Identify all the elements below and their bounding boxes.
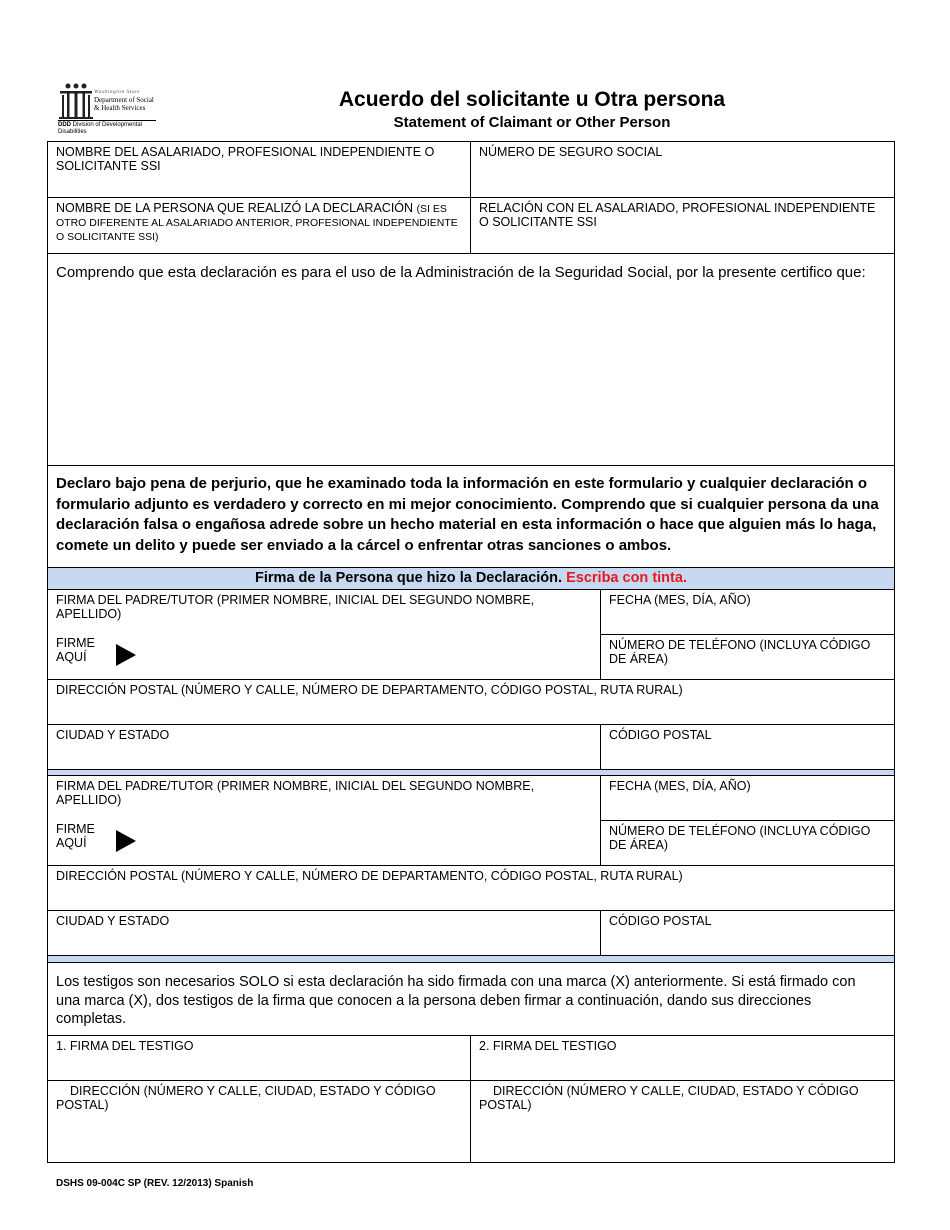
page-title: Acuerdo del solicitante u Otra persona bbox=[338, 88, 726, 111]
witness-2-signature-field[interactable]: 2. FIRMA DEL TESTIGO bbox=[471, 1036, 894, 1081]
logo-agency: Washington State Department of Social & Health Services bbox=[94, 89, 154, 112]
signer-1-zip-field[interactable]: CÓDIGO POSTAL bbox=[601, 725, 894, 770]
signature-section-header bbox=[48, 568, 894, 590]
form-number: DSHS 09-004C SP (REV. 12/2013) Spanish bbox=[56, 1178, 254, 1189]
declarant-name-field[interactable]: NOMBRE DE LA PERSONA QUE REALIZÓ LA DECLARACIÓN (SI ES OTRO DIFERENTE AL ASALARIADO ANTERIOR, PROFESIONAL INDEPENDIENTE O SOLICITANTE SSI) bbox=[48, 198, 471, 254]
signer-1-phone-field[interactable]: NÚMERO DE TELÉFONO (INCLUYA CÓDIGO DE ÁREA) bbox=[601, 635, 894, 680]
wage-earner-name-field[interactable]: NOMBRE DEL ASALARIADO, PROFESIONAL INDEPENDIENTE O SOLICITANTE SSI bbox=[48, 142, 471, 198]
signer-1-signature-field[interactable]: FIRMA DEL PADRE/TUTOR (PRIMER NOMBRE, INICIAL DEL SEGUNDO NOMBRE, APELLIDO) FIRME AQUÍ bbox=[48, 590, 601, 680]
perjury-declaration: Declaro bajo pena de perjurio, que he examinado toda la información en este formulario y cualquier declaración o formulario adjunto es verdadero y correcto en mi mejor conocimiento. Comprendo que si cualquier persona da una declaración falsa o engañosa adrede sobre un hecho material en esta información o hace que alguien más lo haga, comete un delito y puede ser enviado a la cárcel o enfrentar otras sanciones o ambos. bbox=[48, 466, 894, 568]
ink-note: Escriba con tinta. bbox=[566, 570, 687, 586]
signer-2-signature-field[interactable]: FIRMA DEL PADRE/TUTOR (PRIMER NOMBRE, INICIAL DEL SEGUNDO NOMBRE, APELLIDO) FIRME AQUÍ bbox=[48, 776, 601, 866]
logo-division: DDD Division of Developmental Disabilities bbox=[58, 122, 143, 135]
signer-2-phone-field[interactable]: NÚMERO DE TELÉFONO (INCLUYA CÓDIGO DE ÁREA) bbox=[601, 821, 894, 866]
witness-1-signature-field[interactable]: 1. FIRMA DEL TESTIGO bbox=[48, 1036, 471, 1081]
signer-2-zip-field[interactable]: CÓDIGO POSTAL bbox=[601, 911, 894, 956]
signer-2-address-field[interactable]: DIRECCIÓN POSTAL (NÚMERO Y CALLE, NÚMERO DE DEPARTAMENTO, CÓDIGO POSTAL, RUTA RURAL) bbox=[48, 866, 894, 911]
witness-1-address-field[interactable]: DIRECCIÓN (NÚMERO Y CALLE, CIUDAD, ESTADO Y CÓDIGO POSTAL) bbox=[48, 1081, 471, 1162]
sign-here-label: FIRME AQUÍ bbox=[56, 636, 95, 664]
page-subtitle: Statement of Claimant or Other Person bbox=[393, 114, 671, 131]
signer-1-address-field[interactable]: DIRECCIÓN POSTAL (NÚMERO Y CALLE, NÚMERO DE DEPARTAMENTO, CÓDIGO POSTAL, RUTA RURAL) bbox=[48, 680, 894, 725]
ssn-field[interactable]: NÚMERO DE SEGURO SOCIAL bbox=[471, 142, 894, 198]
statement-intro: Comprendo que esta declaración es para el uso de la Administración de la Seguridad Social, por la presente certifico que: bbox=[56, 264, 866, 281]
relationship-field[interactable]: RELACIÓN CON EL ASALARIADO, PROFESIONAL INDEPENDIENTE O SOLICITANTE SSI bbox=[471, 198, 894, 254]
signature-section-title: Firma de la Persona que hizo la Declaración. bbox=[255, 570, 563, 586]
signer-2-date-field[interactable]: FECHA (MES, DÍA, AÑO) bbox=[601, 776, 894, 821]
signer-2-city-field[interactable]: CIUDAD Y ESTADO bbox=[48, 911, 601, 956]
signer-1-date-field[interactable]: FECHA (MES, DÍA, AÑO) bbox=[601, 590, 894, 635]
statement-form bbox=[47, 141, 895, 1163]
witness-2-address-field[interactable]: DIRECCIÓN (NÚMERO Y CALLE, CIUDAD, ESTADO Y CÓDIGO POSTAL) bbox=[479, 1084, 859, 1112]
witness-note: Los testigos son necesarios SOLO si esta declaración ha sido firmada con una marca (X) anteriormente. Si está firmado con una marca (X), dos testigos de la firma que conocen a la persona deben firmar a continuación, dando sus direcciones completas. bbox=[48, 963, 894, 1036]
sign-here-arrow-icon bbox=[116, 830, 136, 852]
statement-textarea[interactable] bbox=[48, 254, 894, 466]
sign-here-arrow-icon bbox=[116, 644, 136, 666]
signer-1-city-field[interactable]: CIUDAD Y ESTADO bbox=[48, 725, 601, 770]
sign-here-label: FIRME AQUÍ bbox=[56, 822, 95, 850]
section-divider bbox=[48, 956, 894, 963]
